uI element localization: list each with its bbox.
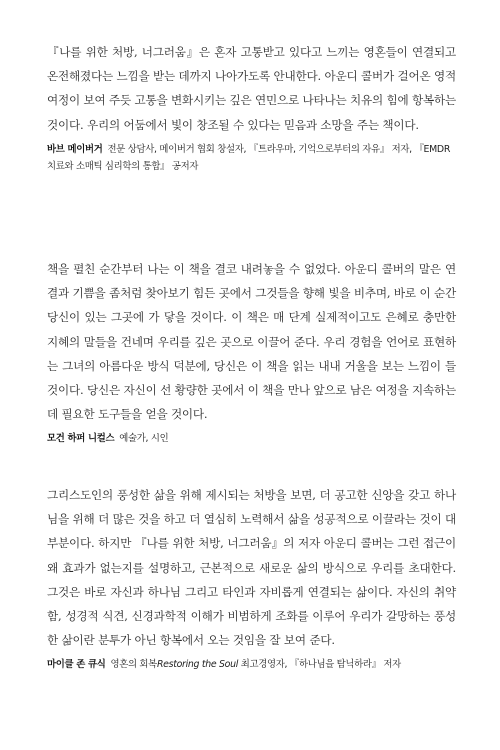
review-attribution — [47, 430, 456, 447]
review-text: 책을 펼친 순간부터 나는 이 책을 결코 내려놓을 수 없었다. 아운디 콜버의 말은 연결과 기쁨을 좀처럼 찾아보기 힘든 곳에서 그것들을 향해 빛을 비추며, 바로 이 순간 당신이 있는 그곳에 가 닿을 것이다. 이 책은 매 단계 실제적이고도 은혜로 충만한 지혜의 말들을 건네며 우리를 깊은 곳으로 이끌어 준다. 우리 경험을 언어로 표현하는 그녀의 아름다운 방식 덕분에, 당신은 이 책을 읽는 내내 거울을 보는 느낌이 들 것이다. 당신은 자신이 선 황량한 곳에서 이 책을 만나 앞으로 남은 여정을 지속하는 데 필요한 도구들을 얻을 것이다. — [47, 262, 456, 422]
review-meyberger — [47, 40, 456, 237]
review-author: 바브 메이버거 — [47, 143, 103, 155]
review-credit: 예술가, 시인 — [119, 433, 169, 445]
review-cusick — [47, 483, 456, 673]
review-text: 『나를 위한 처방, 너그러움』은 혼자 고통받고 있다고 느끼는 영혼들이 연결되고 온전해졌다는 느낌을 받는 데까지 나아가도록 안내한다. 아운디 콜버가 걸어온 영적 여정이 보여 주듯 고통을 변화시키는 깊은 연민으로 나타나는 치유의 힘에 항복하는 것이다. 우리의 어둠에서 빛이 창조될 수 있다는 믿음과 소망을 주는 책이다. — [47, 45, 456, 132]
review-author: 마이클 존 큐식 — [47, 659, 106, 671]
review-harper-nichols — [47, 257, 456, 453]
review-credit: 전문 상담사, 메이버거 협회 창설자, 『트라우마, 기억으로부터의 자유』 저자, 『EMDR 치료와 소매틱 심리학의 통합』 공저자 — [47, 143, 451, 172]
review-text: 그리스도인의 풍성한 삶을 위해 제시되는 처방을 보면, 더 공고한 신앙을 갖고 하나님을 위해 더 많은 것을 하고 더 열심히 노력해서 삶을 성공적으로 이끌라는 것이 대부분이다. 하지만 『나를 위한 처방, 너그러움』의 저자 아운디 콜버는 그런 접근이 왜 효과가 없는지를 설명하고, 근본적으로 새로운 삶의 방식으로 우리를 초대한다. 그것은 바로 자신과 하나님 그리고 타인과 자비롭게 연결되는 삶이다. 자신의 취약함, 성경적 식견, 신경과학적 이해가 비범하게 조화를 이루어 우리가 갈망하는 풍성한 삶이란 분투가 아닌 항복에서 오는 것임을 잘 보여 준다. — [47, 488, 456, 648]
review-credit-prefix: 영혼의 회복 — [110, 659, 157, 671]
review-author: 모건 하퍼 니컬스 — [47, 433, 115, 445]
review-attribution — [47, 656, 456, 673]
review-credit-title: Restoring the Soul — [156, 659, 239, 671]
review-credit-suffix: 최고경영자, 『하나님을 탐닉하라』 저자 — [238, 659, 401, 671]
review-attribution — [47, 141, 456, 175]
